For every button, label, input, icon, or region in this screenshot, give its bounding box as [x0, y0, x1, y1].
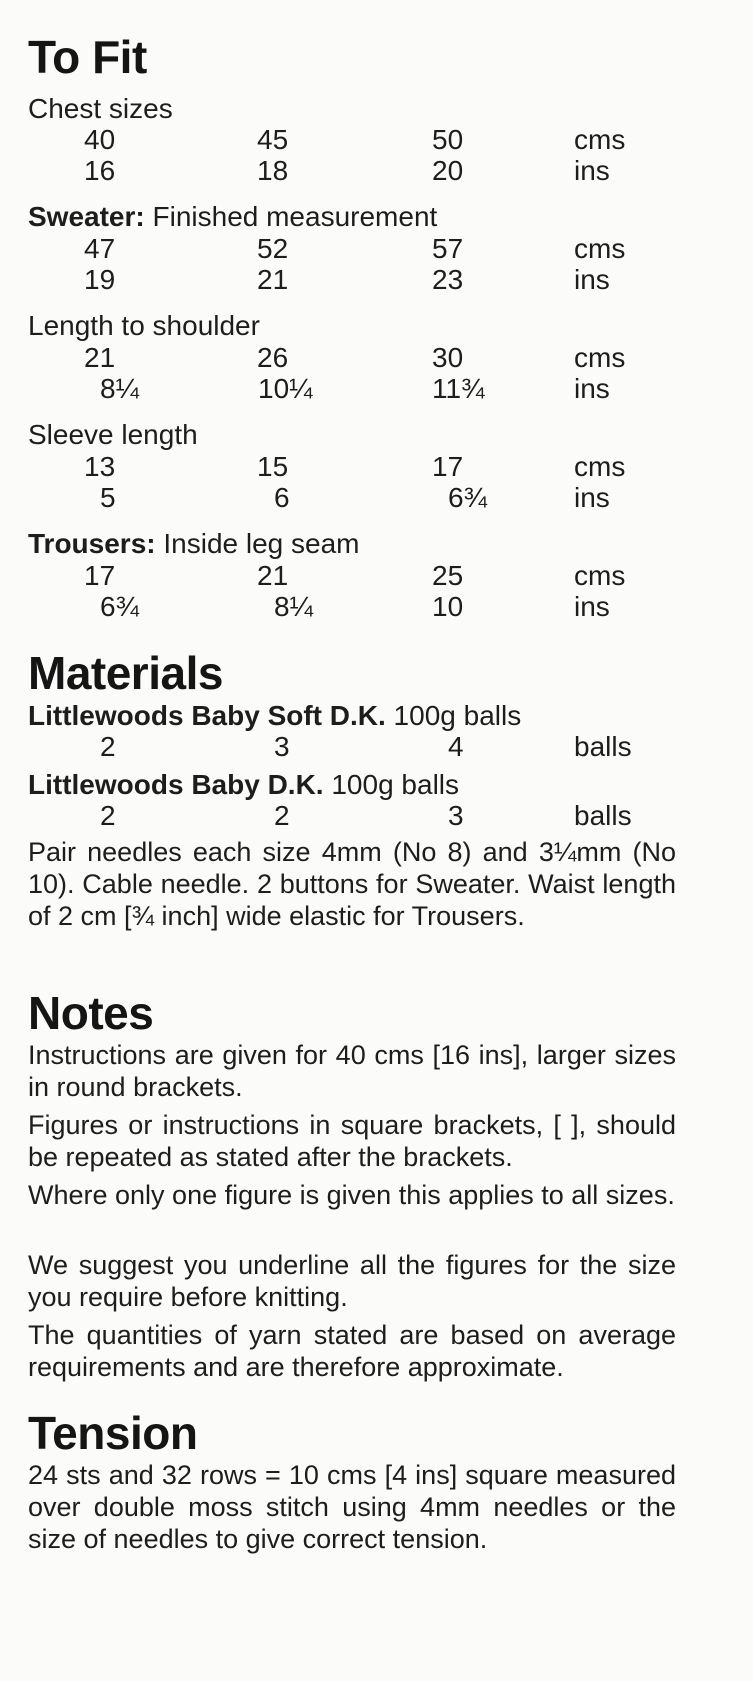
cell: 57 [432, 233, 464, 264]
yarn-2-detail: 100g balls [323, 769, 460, 800]
cell: 21 [257, 264, 289, 295]
length-label: Length to shoulder [28, 310, 260, 341]
note-item: Instructions are given for 40 cms [16 ins], larger sizes in round brackets. [28, 1040, 676, 1102]
unit: ins [574, 155, 610, 186]
sleeve-label: Sleeve length [28, 419, 198, 450]
chest-ins-row [0, 157, 753, 187]
cell: 6¾ [448, 482, 487, 513]
cell: 19 [84, 264, 116, 295]
cell: 6¾ [100, 591, 139, 622]
cell: 47 [84, 233, 116, 264]
cell: 4 [448, 731, 464, 762]
cell: 23 [432, 264, 464, 295]
materials-extras: Pair needles each size 4mm (No 8) and 3¼mm (No 10). Cable needle. 2 buttons for Sweater. Waist length of 2 cm [¾ inch] wide elastic for Trousers. [28, 837, 676, 931]
cell: 45 [257, 124, 289, 155]
cell: 6 [274, 482, 290, 513]
unit: cms [574, 560, 626, 591]
sweater-label-bold: Sweater: [28, 201, 145, 232]
trousers-ins-row [0, 593, 753, 623]
unit: balls [574, 800, 632, 831]
unit: ins [574, 264, 610, 295]
cell: 11¾ [432, 373, 485, 404]
note-item: The quantities of yarn stated are based on average requirements and are therefore approximate. [28, 1320, 676, 1382]
notes-heading: Notes [28, 987, 154, 1039]
note-item: Where only one figure is given this applies to all sizes. [28, 1180, 675, 1210]
unit: balls [574, 731, 632, 762]
cell: 20 [432, 155, 464, 186]
unit: cms [574, 451, 626, 482]
yarn-1-balls-row [0, 733, 753, 763]
unit: ins [574, 482, 610, 513]
cell: 10 [432, 591, 464, 622]
cell: 30 [432, 342, 464, 373]
cell: 5 [100, 482, 116, 513]
sweater-label [28, 203, 437, 231]
tension-text: 24 sts and 32 rows = 10 cms [4 ins] square measured over double moss stitch using 4mm needles or the size of needles to give correct tension. [28, 1460, 676, 1554]
cell: 21 [257, 560, 289, 591]
yarn-2-name: Littlewoods Baby D.K. [28, 769, 324, 800]
trousers-label-rest: Inside leg seam [155, 528, 360, 559]
cell: 17 [432, 451, 464, 482]
trousers-cms-row [0, 562, 753, 592]
chest-sizes-label: Chest sizes [28, 93, 173, 124]
cell: 17 [84, 560, 116, 591]
cell: 25 [432, 560, 464, 591]
cell: 15 [257, 451, 289, 482]
cell: 26 [257, 342, 289, 373]
cell: 50 [432, 124, 464, 155]
cell: 52 [257, 233, 289, 264]
note-item: We suggest you underline all the figures for the size you require before knitting. [28, 1250, 676, 1312]
sweater-ins-row [0, 266, 753, 296]
cell: 2 [100, 731, 116, 762]
cell: 8¼ [274, 591, 313, 622]
trousers-label [28, 530, 360, 558]
cell: 3 [274, 731, 290, 762]
cell: 18 [257, 155, 289, 186]
cell: 40 [84, 124, 116, 155]
note-item: Figures or instructions in square brackets, [ ], should be repeated as stated after the brackets. [28, 1110, 676, 1172]
cell: 2 [274, 800, 290, 831]
length-ins-row [0, 375, 753, 405]
tension-heading: Tension [28, 1407, 198, 1459]
cell: 8¼ [100, 373, 139, 404]
length-cms-row [0, 344, 753, 374]
chest-cms-row [0, 126, 753, 156]
sweater-label-rest: Finished measurement [144, 201, 438, 232]
to-fit-heading: To Fit [28, 31, 147, 83]
unit: cms [574, 233, 626, 264]
cell: 3 [448, 800, 464, 831]
yarn-2-balls-row [0, 802, 753, 832]
sweater-cms-row [0, 235, 753, 265]
cell: 16 [84, 155, 116, 186]
yarn-1-name: Littlewoods Baby Soft D.K. [28, 700, 386, 731]
unit: ins [574, 591, 610, 622]
cell: 2 [100, 800, 116, 831]
cell: 13 [84, 451, 116, 482]
unit: cms [574, 124, 626, 155]
yarn-1-detail: 100g balls [385, 700, 522, 731]
sleeve-cms-row [0, 453, 753, 483]
unit: ins [574, 373, 610, 404]
unit: cms [574, 342, 626, 373]
cell: 10¼ [258, 373, 313, 404]
trousers-label-bold: Trousers: [28, 528, 156, 559]
yarn-1-line [28, 702, 521, 730]
materials-heading: Materials [28, 647, 223, 699]
sleeve-ins-row [0, 484, 753, 514]
yarn-2-line [28, 771, 459, 799]
cell: 21 [84, 342, 116, 373]
